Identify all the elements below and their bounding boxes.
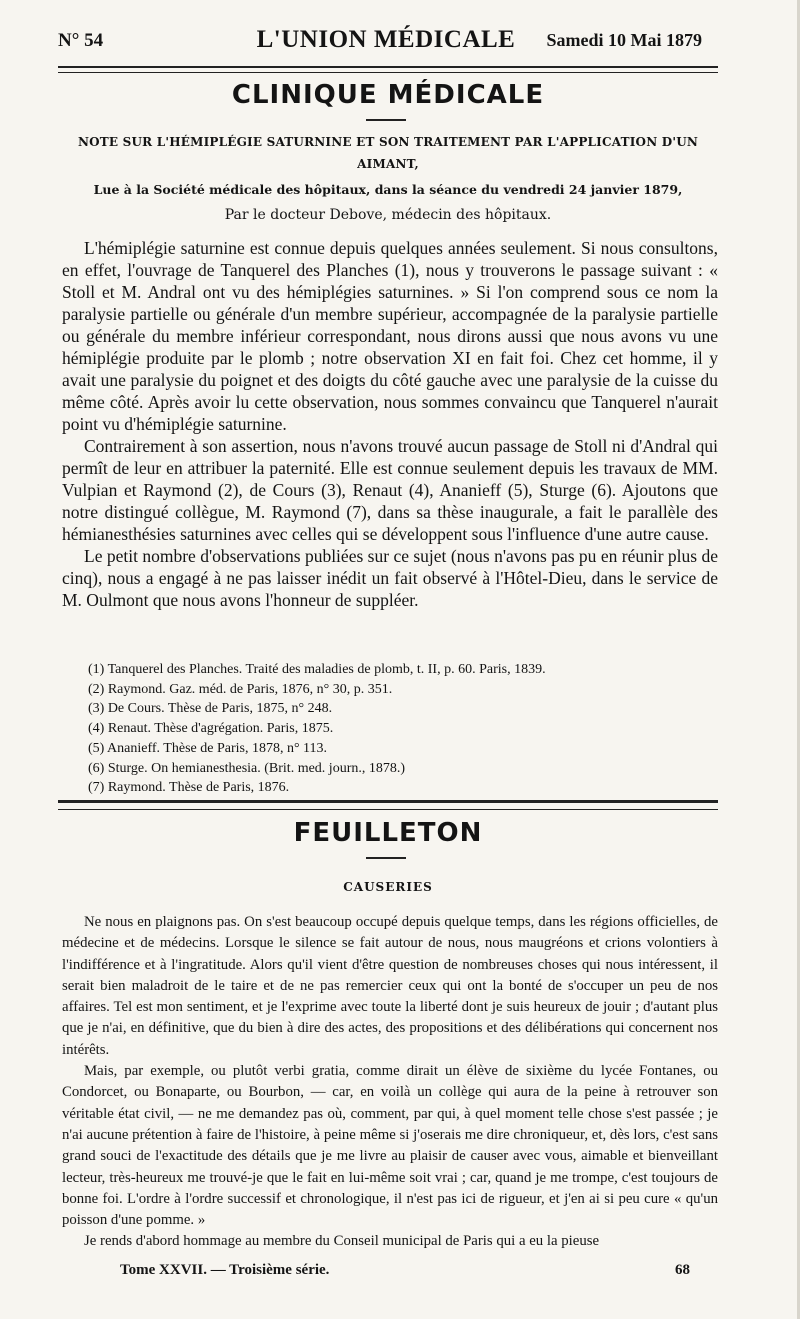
footnote: (3) De Cours. Thèse de Paris, 1875, n° 248. xyxy=(88,701,333,717)
page-footer xyxy=(120,1262,690,1284)
journal-title: L'UNION MÉDICALE xyxy=(256,26,516,53)
footnote: (1) Tanquerel des Planches. Traité des maladies de plomb, t. II, p. 60. Paris, 1839. xyxy=(88,662,546,677)
paragraph: Mais, par exemple, ou plutôt verbi gratia, comme dirait un élève de sixième du lycée Fontanes, ou Condorcet, ou Bonaparte, ou Bourbon, — car, en voilà un collège qui aura de la peine à retrouver son véritable état civil, — ne me demandez pas où, comment, par qui, à quel moment telle chose s'est passée ; je n'ai aucune prétention à faire de l'histoire, à peine même si j'oserais me dire chroniqueur, et, dès lors, c'est sans grand souci de l'exactitude des détails que je me livre au plaisir de causer avec vous, aimable et bienveillant lecteur, très-heureux me trouvé-je que le fait en lui-même soit vrai ; car, quand je me trompe, c'est toujours de bonne foi. L'ordre à l'ordre successif et chronologique, il n'est pas ici de rigueur, et j'en ai si peu cure « qu'un poisson d'une pomme. » xyxy=(62,1063,718,1229)
page-number: 68 xyxy=(675,1262,690,1278)
paragraph: L'hémiplégie saturnine est connue depuis quelques années seulement. Si nous consultons, en effet, l'ouvrage de Tanquerel des Planches (1), nous y trouverons le passage suivant : « Stoll et M. Andral ont vu des hémiplégies saturnines. » Si l'on comprend sous ce nom la paralysie partielle ou générale d'un membre supérieur, accompagnée de la paralysie partielle ou générale du membre inférieur correspondant, nous dirons aussi que nous avons vu une hémiplégie produite par le plomb ; notre observation XI en fait foi. Chez cet homme, il y avait une paralysie du poignet et des doigts du côté gauche avec une paralysie de la cuisse du même côté. Après avoir lu cette observation, nous sommes convaincu que Tanquerel n'aurait point vu d'hémiplégie saturnine. xyxy=(62,238,718,434)
footnote: (4) Renaut. Thèse d'agrégation. Paris, 1875. xyxy=(88,721,334,737)
footnote: (7) Raymond. Thèse de Paris, 1876. xyxy=(88,780,290,796)
read-at-line: Lue à la Société médicale des hôpitaux, dans la séance du vendredi 24 janvier 1879, xyxy=(93,182,683,197)
title-underline xyxy=(366,119,406,121)
footnotes xyxy=(88,660,718,798)
title-underline xyxy=(366,857,406,859)
section-divider xyxy=(58,800,718,810)
paragraph: Le petit nombre d'observations publiées sur ce sujet (nous n'avons pas pu en réunir plus de cinq), nous a engagé à ne pas laisser inédit un fait observé à l'Hôtel-Dieu, dans le service de M. Oulmont que nous avons l'honneur de suppléer. xyxy=(62,546,718,610)
section-title-feuilleton: FEUILLETON xyxy=(293,818,483,848)
clinique-body xyxy=(62,237,718,611)
feuilleton-subtitle: CAUSERIES xyxy=(343,880,433,894)
footnote: (2) Raymond. Gaz. méd. de Paris, 1876, n° 30, p. 351. xyxy=(88,681,393,697)
paragraph: Je rends d'abord hommage au membre du Conseil municipal de Paris qui a eu la pieuse xyxy=(84,1233,600,1250)
section-title-clinique: CLINIQUE MÉDICALE xyxy=(231,80,545,110)
page-header xyxy=(58,26,714,60)
header-rule xyxy=(58,66,718,73)
feuilleton-body xyxy=(62,912,718,1253)
article-title: NOTE SUR L'HÉMIPLÉGIE SATURNINE ET SON TRAITEMENT PAR L'APPLICATION D'UN AIMANT, xyxy=(77,135,699,171)
author-line: Par le docteur Debove, médecin des hôpitaux. xyxy=(224,207,552,223)
issue-date: Samedi 10 Mai 1879 xyxy=(546,30,702,50)
issue-number: N° 54 xyxy=(58,30,104,51)
footnote: (6) Sturge. On hemianesthesia. (Brit. med. journ., 1878.) xyxy=(88,760,406,776)
paragraph: Ne nous en plaignons pas. On s'est beaucoup occupé depuis quelque temps, dans les régions officielles, de médecine et de médecins. Lorsque le silence se fait autour de nous, nous maugréons et crions volontiers à l'indifférence et à l'ingratitude. Alors qu'il vient d'être question de nombreuses choses qui nous intéressent, il serait bien maladroit de le taire et de ne pas remercier ceux qui ont la bonté de s'occuper un peu de nos affaires. Tel est mon sentiment, et je l'exprime avec toute la liberté dont je suis heureux de jouir ; d'autant plus que je n'ai, en définitive, que du bien à dire des actes, des propositions et des délibérations qui concernent nos intérêts. xyxy=(62,914,718,1058)
footnote: (5) Ananieff. Thèse de Paris, 1878, n° 113. xyxy=(88,740,328,756)
paragraph: Contrairement à son assertion, nous n'avons trouvé aucun passage de Stoll ni d'Andral qui permît de leur en attribuer la paternité. Elle est connue seulement depuis les travaux de MM. Vulpian et Raymond (2), de Cours (3), Renaut (4), Ananieff (5), Sturge (6). Ajoutons que notre distingué collègue, M. Raymond (7), dans sa thèse inaugurale, a fait le parallèle des hémianesthésies saturnines avec celles qui se développent sous l'influence d'une autre cause. xyxy=(62,436,718,544)
volume-info: Tome XXVII. — Troisième série. xyxy=(120,1262,330,1278)
